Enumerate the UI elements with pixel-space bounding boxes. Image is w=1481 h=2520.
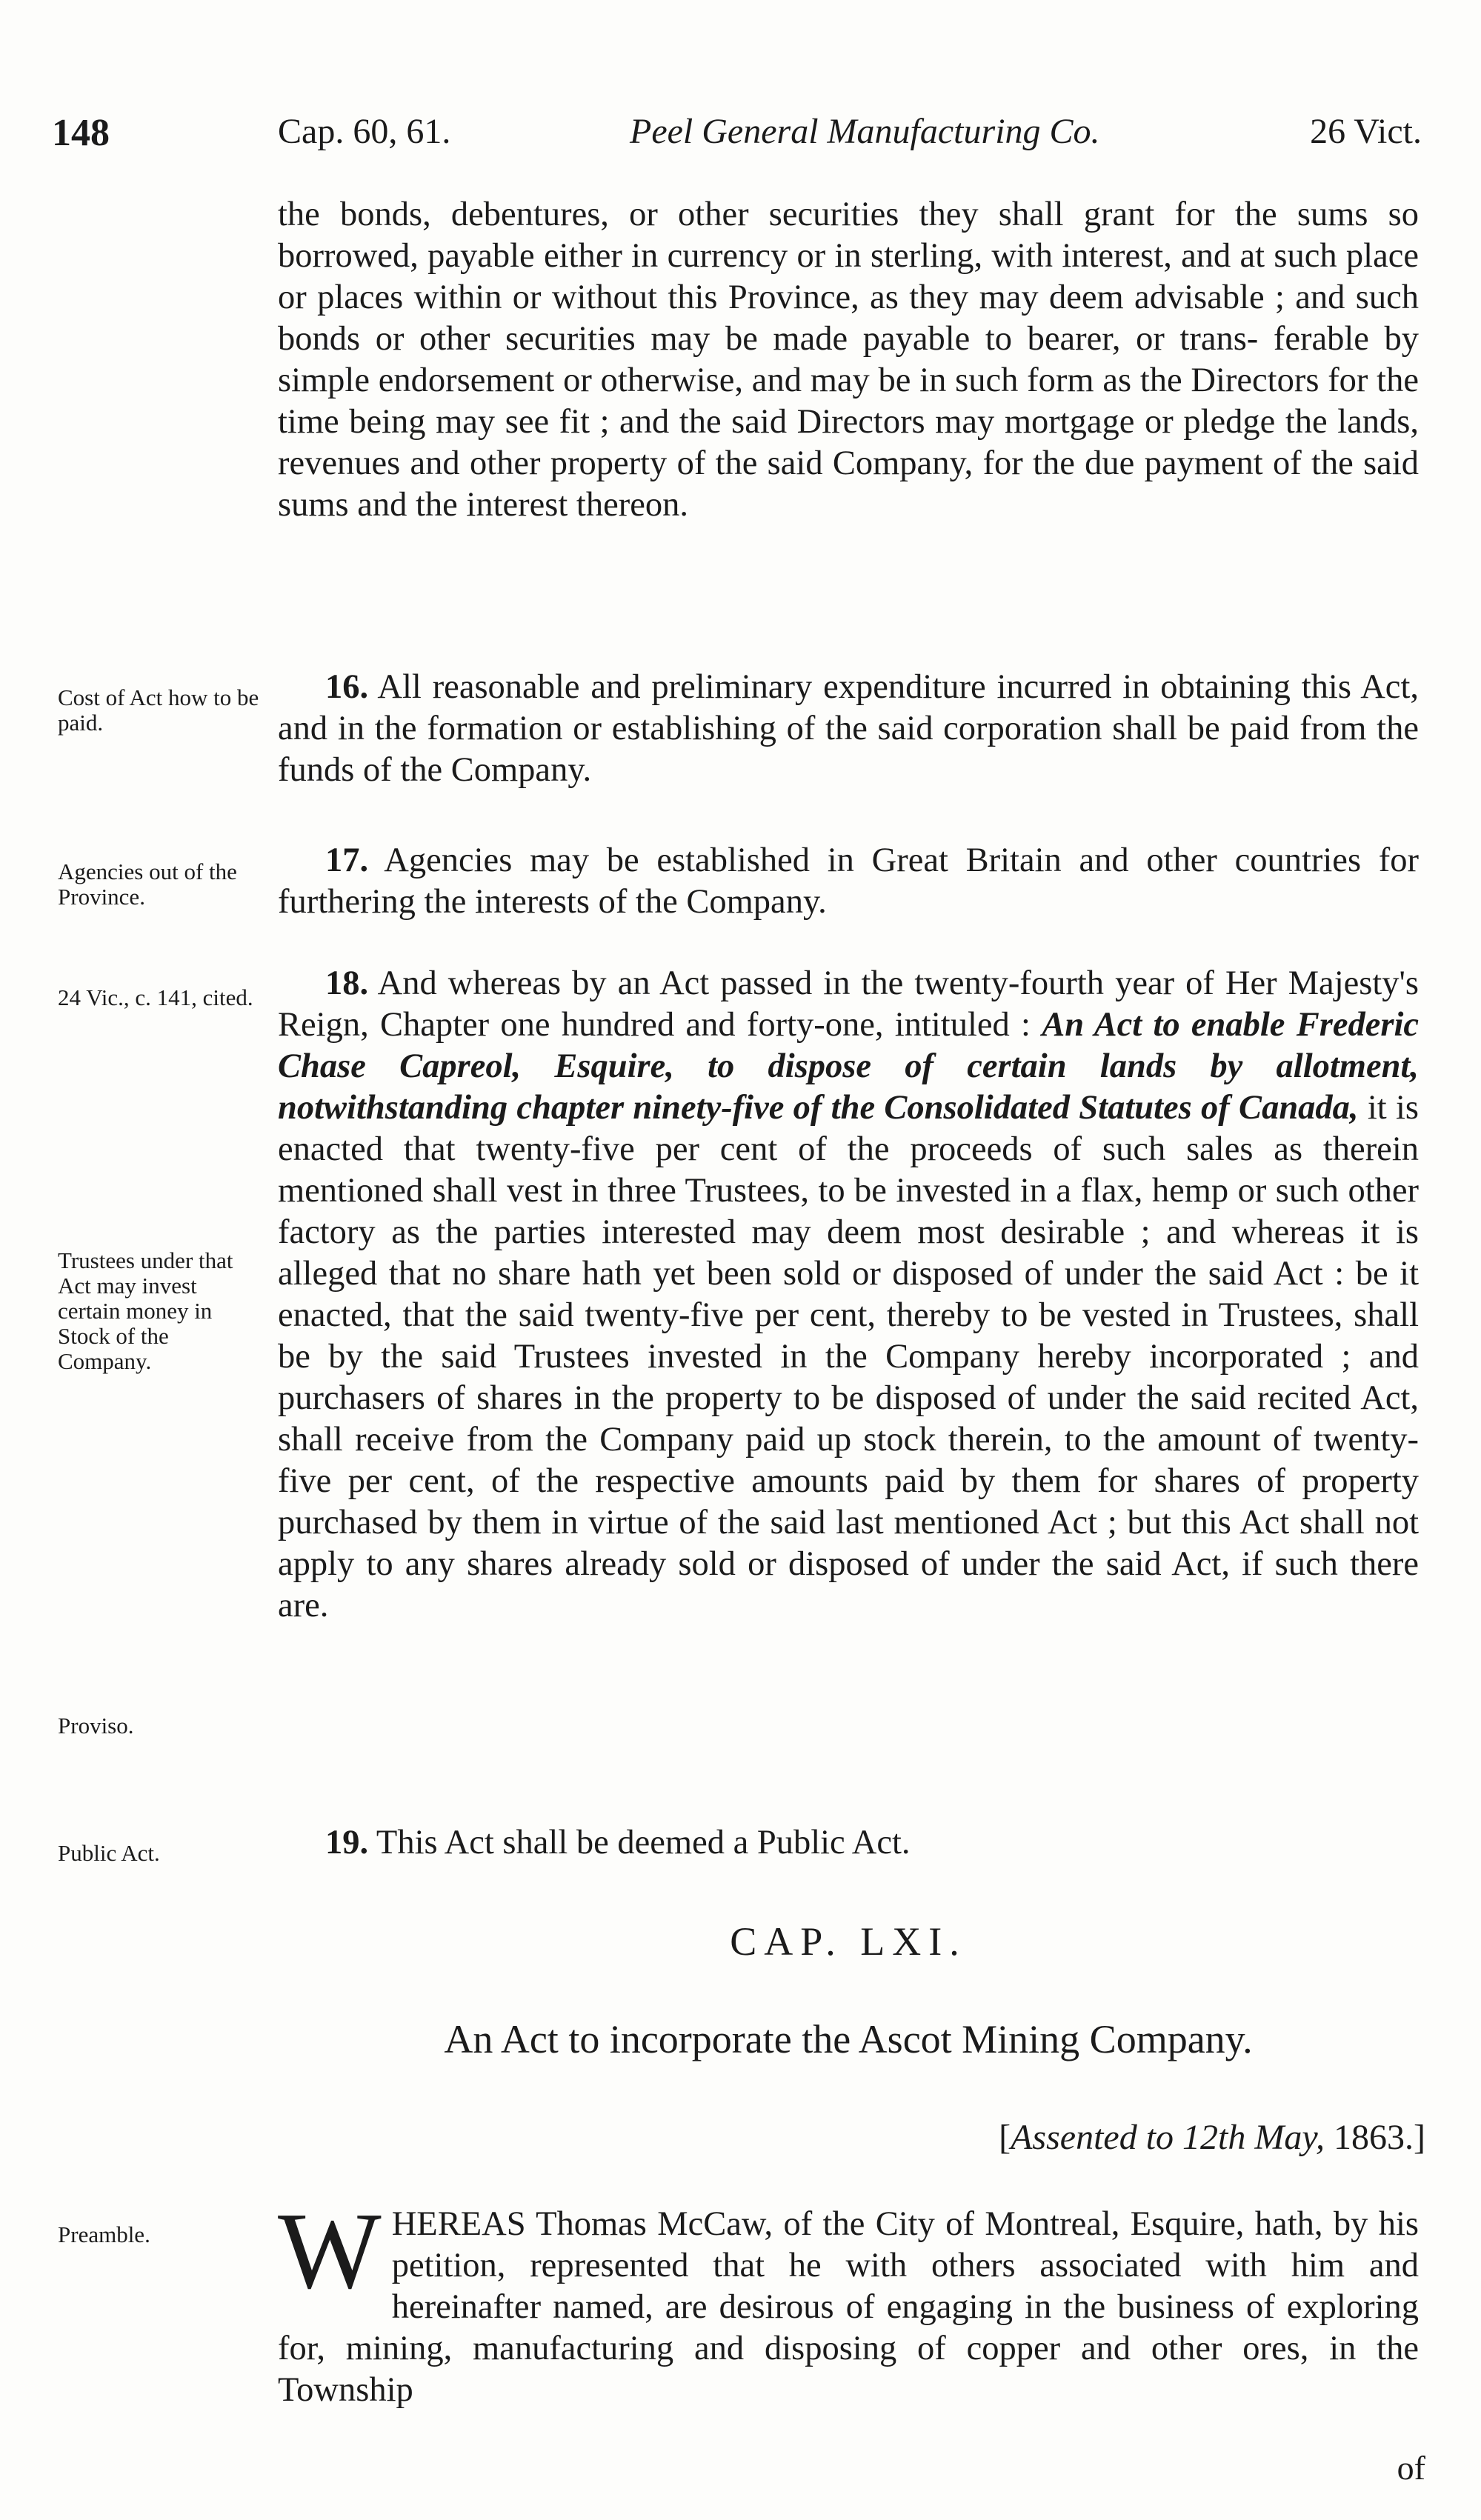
section-18	[278, 963, 1419, 1627]
chapter-heading: CAP. LXI.	[730, 1919, 967, 1964]
continuation-line: with interest, and at such place or places within or without	[278, 237, 1419, 316]
section-number: 19.	[325, 1824, 369, 1861]
preamble-text: HEREAS Thomas McCaw, of the City of Montreal, Esquire, hath, by his petition, represented that he with others associated with him and hereinafter named, are desirous of engaging in the business of exploring for, mining, manufacturing and disposing of copper and other ores, in the Township	[278, 2205, 1419, 2409]
act-title: An Act to incorporate the Ascot Mining Company.	[444, 2017, 1253, 2061]
assent-bracket: [	[999, 2118, 1011, 2157]
chapter-reference: Cap. 60, 61.	[278, 112, 451, 151]
continuation-line: such form as the Directors for the time being may see fit ; and	[278, 361, 1419, 441]
section-text-a: And whereas by an Act passed in the twenty-fourth year of Her Majesty's Reign, Chapter one hundred and forty-one, intituled :	[278, 964, 1419, 1044]
margin-note-cost-of-act: Cost of Act how to be paid.	[58, 684, 259, 736]
cited-act-title: An Act to enable Frederic Chase Capreol, Esquire, to dispose of certain lands by allotment, notwithstanding chapter ninety-five of the Consolidated Statutes of Canada,	[278, 1006, 1419, 1127]
continuation-paragraph	[278, 194, 1419, 526]
section-number: 16.	[325, 668, 369, 706]
continuation-line: this Province, as they may deem advisable ; and such bonds	[278, 279, 1419, 358]
section-17	[278, 840, 1419, 923]
margin-note-trustees: Trustees under that Act may invest certain money in Stock of the Company.	[58, 1247, 233, 1374]
section-text: All reasonable and preliminary expenditure incurred in obtaining this Act, and in the formation or establishing of the said corporation shall be paid from the funds of the Company.	[278, 668, 1419, 789]
margin-note-statute-cited: 24 Vic., c. 141, cited.	[58, 984, 253, 1010]
section-text-b: it is enacted that twenty-five per cent of the proceeds of such sales as therein mentioned shall vest in three Trustees, to be invested in a flax, hemp or such other factory as the parties interested may deem most desirable ; and whereas it is alleged that no share hath yet been sold or disposed of under the said Act : be it enacted, that the said twenty-five per cent, thereby to be vested in Trustees, shall be by the said Trustees invested in the Company hereby incorporated ; and purchasers of shares in the property to be disposed of under the said recited Act, shall receive from the Company paid up stock therein, to the amount of twenty-five per cent, of the respective amounts paid by them for shares of property purchased by them in virtue of the said last mentioned Act ; but this Act shall not apply to any shares already sold or disposed of under the said Act, if such there are.	[278, 1089, 1419, 1624]
continuation-line: of the said sums and the interest thereon.	[278, 444, 1419, 524]
assent-line	[999, 2117, 1425, 2158]
continuation-line: the said Directors may mortgage or pledge the lands, revenues	[278, 403, 1420, 482]
continuation-line: or other securities may be made payable to bearer, or trans-	[375, 320, 1259, 358]
running-title: Peel General Manufacturing Co.	[630, 112, 1100, 151]
section-number: 17.	[325, 841, 369, 879]
section-19	[278, 1822, 1419, 1864]
catchword: of	[1397, 2449, 1425, 2487]
preamble	[278, 2190, 1419, 2411]
continuation-line: and other property of the said Company, for the due payment	[410, 444, 1263, 482]
drop-cap: W	[278, 2190, 382, 2312]
section-text: Agencies may be established in Great Britain and other countries for furthering the interests of the Company.	[278, 841, 1419, 921]
continuation-line: ferable by simple endorsement or otherwise, and may be in	[278, 320, 1420, 399]
margin-note-agencies: Agencies out of the Province.	[58, 859, 237, 910]
section-16	[278, 667, 1419, 791]
continuation-line: the sums so borrowed, payable either in currency or in sterling,	[278, 196, 1420, 275]
continuation-line: the bonds, debentures, or other securities they shall grant for	[278, 196, 1215, 233]
section-number: 18.	[325, 964, 369, 1002]
assent-date: Assented to 12th May,	[1011, 2118, 1325, 2157]
assent-year: 1863.]	[1334, 2118, 1425, 2157]
session-reference: 26 Vict.	[1310, 112, 1422, 151]
margin-note-public-act: Public Act.	[58, 1840, 160, 1866]
section-text: This Act shall be deemed a Public Act.	[376, 1824, 911, 1861]
running-header	[52, 111, 1422, 156]
margin-note-preamble: Preamble.	[58, 2221, 150, 2247]
margin-note-proviso: Proviso.	[58, 1713, 134, 1739]
page-number: 148	[52, 112, 110, 154]
